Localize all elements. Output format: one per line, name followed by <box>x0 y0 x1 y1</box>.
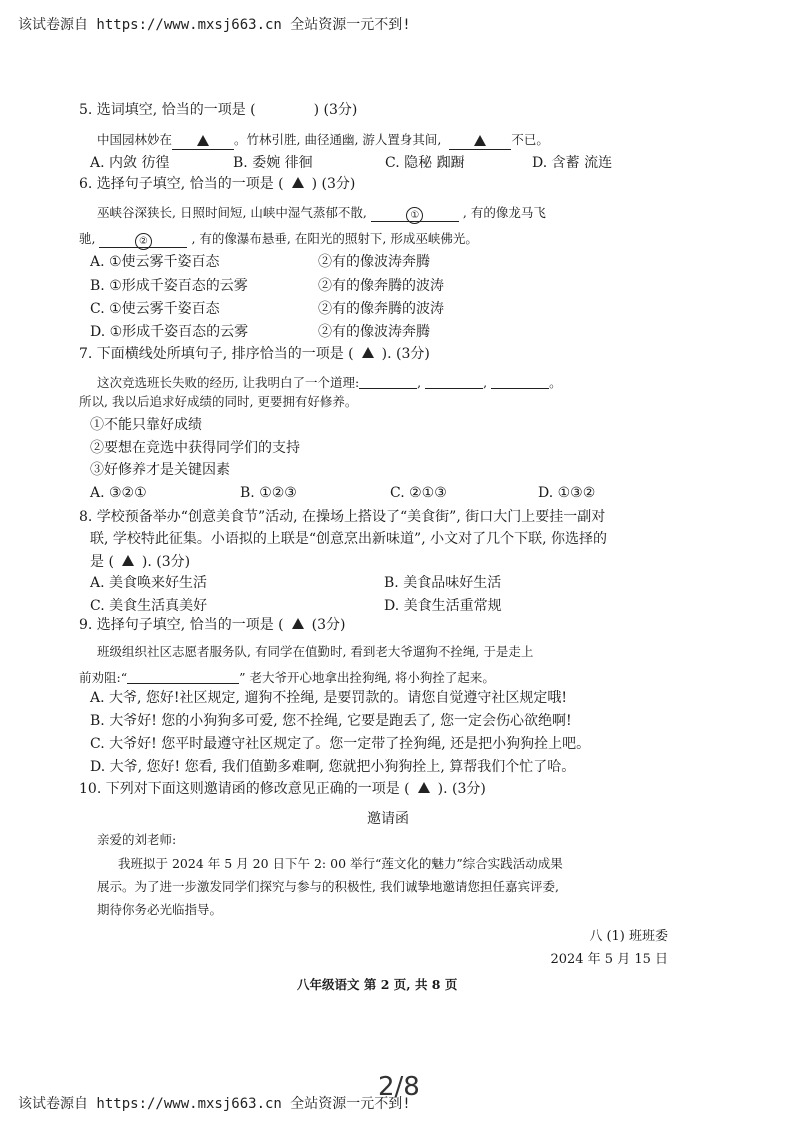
q9-option-c[interactable]: C. 大爷好! 您平时最遵守社区规定了。您一定带了拴狗绳, 还是把小狗狗拴上吧。 <box>90 736 591 752</box>
q7-stem: 7. 下面横线处所填句子, 排序恰当的一项是 ( ). (3分) <box>79 346 430 362</box>
q6-option-b[interactable]: B. ①形成千姿百态的云雾 <box>90 278 248 294</box>
q10-answer-blank[interactable] <box>410 781 438 797</box>
letter-body-line-2: 展示。为了进一步激发同学们探究与参与的积极性, 我们诚挚地邀请您担任嘉宾评委, <box>97 879 559 894</box>
q9-option-d[interactable]: D. 大爷, 您好! 您看, 我们值勤多难啊, 您就把小狗狗拴上, 算帮我们个忙了哈。 <box>90 759 576 775</box>
letter-title: 邀请函 <box>367 811 409 827</box>
q7-item-3: ③好修养才是关键因素 <box>90 462 230 478</box>
q6-option-b-part-2: ②有的像奔腾的波涛 <box>318 278 444 294</box>
q6-option-c-part-2: ②有的像奔腾的波涛 <box>318 301 444 317</box>
triangle-icon <box>418 782 430 793</box>
letter-signature: 八 (1) 班班委 <box>589 929 668 944</box>
q8-option-a[interactable]: A. 美食唤来好生活 <box>90 575 208 591</box>
q5-stem: 5. 选词填空, 恰当的一项是 ( ) (3分) <box>79 102 358 118</box>
q6-option-d[interactable]: D. ①形成千姿百态的云雾 <box>90 324 249 340</box>
q8-option-d[interactable]: D. 美食生活重常规 <box>384 598 502 614</box>
letter-body-line-3: 期待你务必光临指导。 <box>97 902 223 917</box>
q7-blank-1[interactable] <box>359 374 417 389</box>
q7-option-d[interactable]: D. ①③② <box>538 485 596 501</box>
triangle-icon <box>362 347 374 358</box>
watermark-bottom: 该试卷源自 https://www.mxsj663.cn 全站资源一元不到! <box>18 1096 411 1112</box>
q9-passage-line-1: 班级组织社区志愿者服务队, 有同学在值勤时, 看到老大爷遛狗不拴绳, 于是走上 <box>97 644 534 659</box>
page-number: 2/8 <box>378 1072 420 1102</box>
q9-option-b[interactable]: B. 大爷好! 您的小狗狗多可爱, 您不拴绳, 它要是跑丢了, 您一定会伤心欲绝啊! <box>90 713 572 729</box>
q6-option-c[interactable]: C. ①使云雾千姿百态 <box>90 301 220 317</box>
q8-option-c[interactable]: C. 美食生活真美好 <box>90 598 208 614</box>
q7-passage-line-1: 这次竞选班长失败的经历, 让我明白了一个道理: , , 。 <box>97 375 562 390</box>
q7-option-b[interactable]: B. ①②③ <box>240 485 297 501</box>
q7-option-c[interactable]: C. ②①③ <box>390 485 447 501</box>
q7-item-2: ②要想在竞选中获得同学们的支持 <box>90 440 300 456</box>
q6-option-d-part-2: ②有的像波涛奔腾 <box>318 324 430 340</box>
q7-item-1: ①不能只靠好成绩 <box>90 417 202 433</box>
page-footer: 八年级语文 第 2 页, 共 8 页 <box>297 977 458 992</box>
q6-passage-line-2: 驰, ② , 有的像瀑布悬垂, 在阳光的照射下, 形成巫峡佛光。 <box>79 233 478 248</box>
q6-answer-blank[interactable] <box>284 176 312 192</box>
triangle-icon <box>122 555 134 566</box>
q5-answer-blank[interactable] <box>256 102 314 116</box>
q6-option-a[interactable]: A. ①使云雾千姿百态 <box>90 254 220 270</box>
letter-body-line-1: 我班拟于 2024 年 5 月 20 日下午 2: 00 举行“莲文化的魅力”综合实践活动成果 <box>118 856 563 871</box>
q10-stem: 10. 下列对下面这则邀请函的修改意见正确的一项是 ( ). (3分) <box>79 781 486 797</box>
q8-stem-line-3: 是 ( ). (3分) <box>90 554 191 570</box>
q7-passage-line-2: 所以, 我以后追求好成绩的同时, 更要拥有好修养。 <box>79 394 358 409</box>
q6-option-a-part-2: ②有的像波涛奔腾 <box>318 254 430 270</box>
q5-blank-2[interactable] <box>449 135 511 150</box>
q8-answer-blank[interactable] <box>114 554 142 570</box>
triangle-icon <box>292 177 304 188</box>
q8-option-b[interactable]: B. 美食品味好生活 <box>384 575 502 591</box>
watermark-top: 该试卷源自 https://www.mxsj663.cn 全站资源一元不到! <box>18 17 411 33</box>
q7-blank-3[interactable] <box>491 374 549 389</box>
q7-option-a[interactable]: A. ③②① <box>90 485 147 501</box>
q5-option-c[interactable]: C. 隐秘 踟蹰 <box>385 155 465 171</box>
triangle-icon <box>197 135 209 146</box>
q7-blank-2[interactable] <box>425 374 483 389</box>
triangle-icon <box>292 618 304 629</box>
q6-blank-1[interactable]: ① <box>371 207 459 222</box>
q5-blank-1[interactable] <box>172 135 234 150</box>
triangle-icon <box>474 135 486 146</box>
q9-answer-blank[interactable] <box>284 617 312 633</box>
q9-option-a[interactable]: A. 大爷, 您好!社区规定, 遛狗不拴绳, 是要罚款的。请您自觉遵守社区规定哦! <box>90 690 567 706</box>
q7-answer-blank[interactable] <box>354 346 382 362</box>
q8-stem-line-2: 联, 学校特此征集。小语拟的上联是“创意烹出新味道”, 小文对了几个下联, 你选择的 <box>90 531 608 547</box>
q5-option-d[interactable]: D. 含蓄 流连 <box>532 155 613 171</box>
q8-stem-line-1: 8. 学校预备举办“创意美食节”活动, 在操场上搭设了“美食街”, 街口大门上要挂一副对 <box>79 509 606 525</box>
q5-option-a[interactable]: A. 内敛 彷徨 <box>90 155 170 171</box>
q9-blank[interactable] <box>127 669 239 684</box>
q5-passage: 中国园林妙在 。竹林引胜, 曲径通幽, 游人置身其间, 不已。 <box>97 134 549 150</box>
q9-passage-line-2: 前劝阻:“ ” 老大爷开心地拿出拴狗绳, 将小狗拴了起来。 <box>79 670 495 685</box>
letter-salutation: 亲爱的刘老师: <box>97 832 177 847</box>
letter-date: 2024 年 5 月 15 日 <box>550 952 668 967</box>
q6-passage-line-1: 巫峡谷深狭长, 日照时间短, 山峡中湿气蒸郁不散, ① , 有的像龙马飞 <box>97 207 546 222</box>
q6-blank-2[interactable]: ② <box>99 233 187 248</box>
q6-stem: 6. 选择句子填空, 恰当的一项是 ( ) (3分) <box>79 176 356 192</box>
q5-option-b[interactable]: B. 委婉 徘徊 <box>233 155 313 171</box>
q9-stem: 9. 选择句子填空, 恰当的一项是 ( (3分) <box>79 617 346 633</box>
